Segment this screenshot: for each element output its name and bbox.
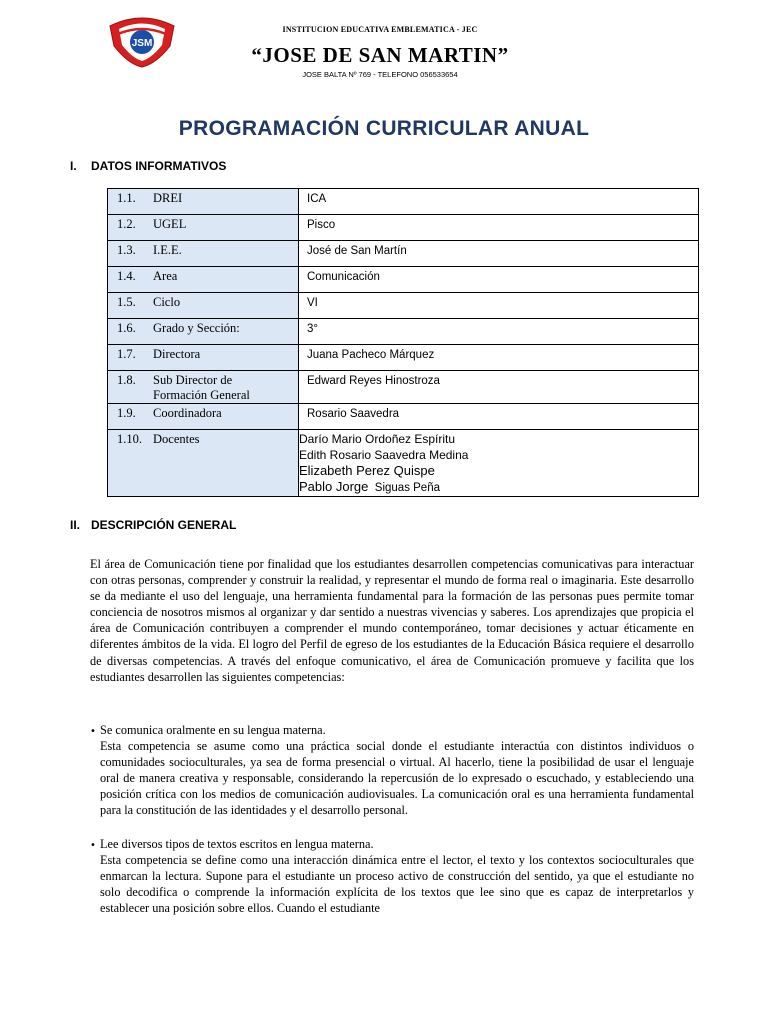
row-value: ICA <box>299 189 699 215</box>
row-value: Comunicación <box>299 267 699 293</box>
info-table <box>107 188 699 497</box>
row-value: José de San Martín <box>299 241 699 267</box>
row-label: Coordinadora <box>153 406 222 420</box>
competency-2-text: Esta competencia se define como una interacción dinámica entre el lector, el texto y los contextos socioculturales que enmarcan la lectura. Supone para el estudiante un proceso activo de construcción del sentido, ya que el estudiante no solo decodifica o comprende la información explícita de los textos que lee sino que es capaz de interpretarlos y establecer una posición sobre ellos. Cuando el estudiante <box>100 853 694 916</box>
row-number: 1.9. <box>117 406 136 420</box>
section-2-number: II. <box>70 518 81 532</box>
bullet-icon: • <box>90 726 96 737</box>
teacher-name: Darío Mario Ordoñez Espíritu <box>299 432 456 446</box>
row-number: 1.5. <box>117 295 136 309</box>
row-label: Sub Director de Formación General <box>153 373 250 402</box>
row-label: DREI <box>153 191 183 205</box>
logo-text: JSM <box>131 38 153 49</box>
row-label: Docentes <box>153 432 200 446</box>
row-value: Juana Pacheco Márquez <box>299 345 699 371</box>
row-label: Ciclo <box>153 295 181 309</box>
table-row <box>108 319 699 345</box>
row-value: 3° <box>299 319 699 345</box>
table-row <box>108 215 699 241</box>
table-row <box>108 371 699 404</box>
teacher-name: Elizabeth Perez Quispe <box>299 463 435 478</box>
table-row <box>108 267 699 293</box>
row-number: 1.2. <box>117 217 136 231</box>
teacher-name-b: Siguas Peña <box>374 482 440 494</box>
row-number: 1.6. <box>117 321 136 335</box>
section-2-title: DESCRIPCIÓN GENERAL <box>91 518 237 532</box>
teacher-name <box>299 479 698 496</box>
section-2-heading <box>70 518 236 532</box>
row-label: Grado y Sección: <box>153 321 240 335</box>
row-label: Directora <box>153 347 201 361</box>
competency-1-text: Esta competencia se asume como una práctica social donde el estudiante interactúa con distintos individuos o comunidades socioculturales, ya sea de forma presencial o virtual. Al hacerlo, tiene la posibilidad de usar el lenguaje oral de manera creativa y responsable, considerando la repercusión de lo expresado o escuchado, y estableciendo una posición crítica con los medios de comunicación audiovisuales. La comunicación oral es una herramienta fundamental para la constitución de las identidades y el desarrollo personal. <box>100 739 694 818</box>
table-row <box>108 404 699 430</box>
row-label: Area <box>153 269 178 283</box>
competency-1-title: Se comunica oralmente en su lengua materna. <box>100 723 326 737</box>
section-1-heading <box>70 159 226 173</box>
teacher-name-a: Pablo Jorge <box>299 479 369 494</box>
bullet-icon: • <box>90 840 96 851</box>
institution-name: INSTITUCION EDUCATIVA EMBLEMATICA - JEC <box>282 25 478 34</box>
table-row <box>108 345 699 371</box>
page-title: PROGRAMACIÓN CURRICULAR ANUAL <box>178 117 590 140</box>
competency-2-title: Lee diversos tipos de textos escritos en lengua materna. <box>100 837 374 851</box>
row-number: 1.8. <box>117 373 136 387</box>
teacher-name: Edith Rosario Saavedra Medina <box>299 448 469 462</box>
row-label: I.E.E. <box>153 243 182 257</box>
row-value: Rosario Saavedra <box>299 404 699 430</box>
school-address: JOSE BALTA Nº 769 - TELEFONO 056533654 <box>302 70 458 79</box>
table-row <box>108 189 699 215</box>
row-label: UGEL <box>153 217 187 231</box>
row-value: VI <box>299 293 699 319</box>
intro-paragraph: El área de Comunicación tiene por finalidad que los estudiantes desarrollen competencias comunicativas para interactuar con otras personas, comprender y construir la realidad, y representar el mundo de forma real o imaginaria. Este desarrollo se da mediante el uso del lenguaje, una herramienta fundamental para la formación de las personas pues permite tomar conciencia de nosotros mismos al organizar y dar sentido a nuestras vivencias y saberes. Los aprendizajes que propicia el área de Comunicación contribuyen a comprender el mundo contemporáneo, tomar decisiones y actuar éticamente en diferentes ámbitos de la vida. El logro del Perfil de egreso de los estudiantes de la Educación Básica requiere el desarrollo de diversas competencias. A través del enfoque comunicativo, el área de Comunicación promueve y facilita que los estudiantes desarrollen las siguientes competencias: <box>90 557 694 684</box>
school-name: “JOSE DE SAN MARTIN” <box>251 43 509 67</box>
row-number: 1.10. <box>117 432 142 446</box>
row-value: Pisco <box>299 215 699 241</box>
row-number: 1.3. <box>117 243 136 257</box>
row-number: 1.1. <box>117 191 136 205</box>
row-value: Edward Reyes Hinostroza <box>299 371 699 404</box>
school-logo <box>104 14 180 68</box>
section-1-title: DATOS INFORMATIVOS <box>91 159 227 173</box>
table-row <box>108 241 699 267</box>
row-number: 1.4. <box>117 269 136 283</box>
section-1-number: I. <box>70 159 77 173</box>
row-number: 1.7. <box>117 347 136 361</box>
table-row <box>108 293 699 319</box>
table-row <box>108 430 699 497</box>
teachers-cell <box>299 430 699 497</box>
